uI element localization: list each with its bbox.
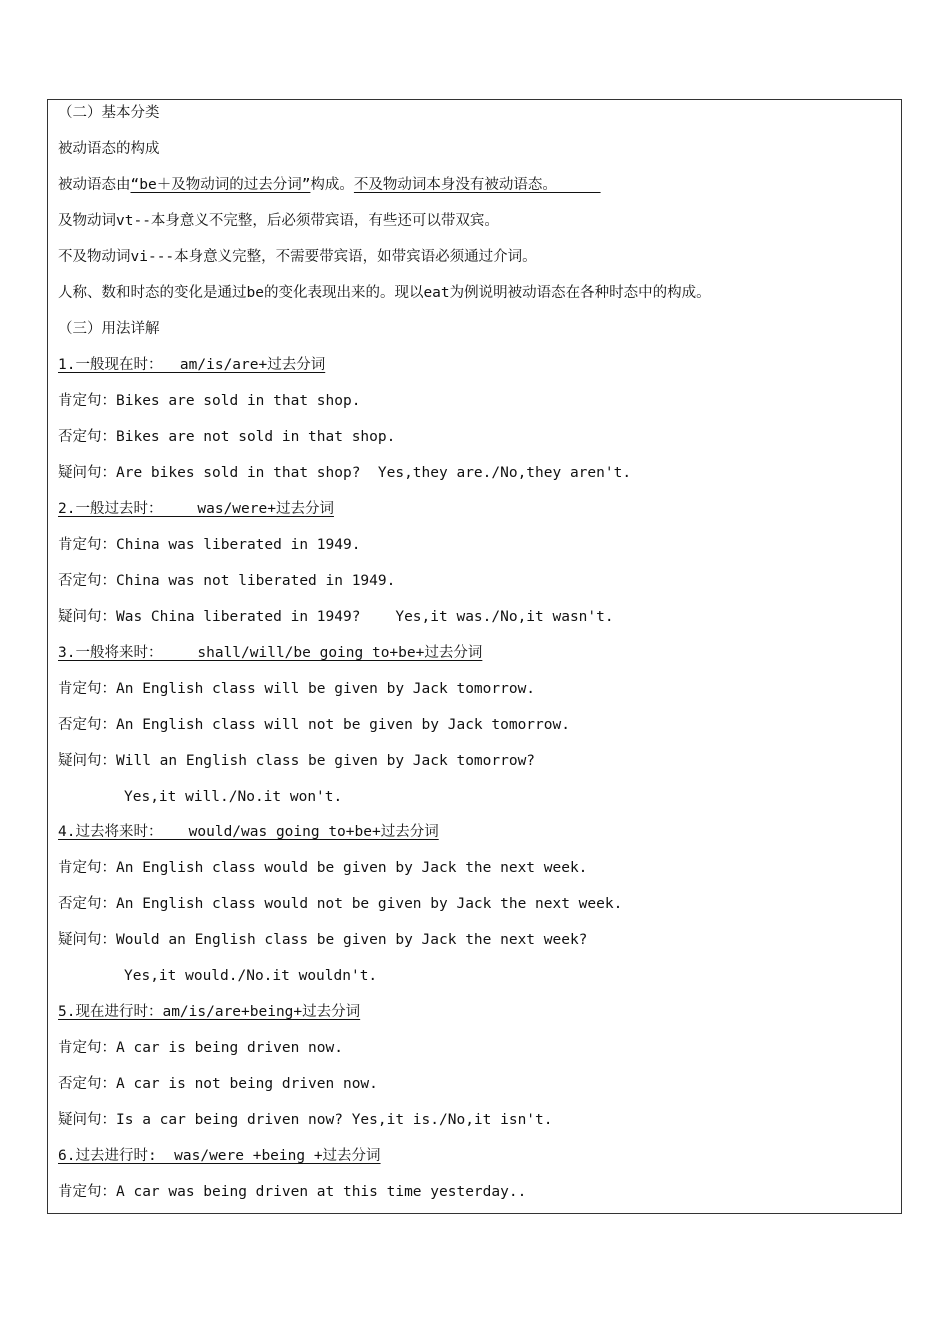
section-heading-basic-classification: （二）基本分类 [58,105,160,121]
subheading-passive-formation: 被动语态的构成 [58,141,160,157]
example-affirmative: 肯定句：A car is being driven now. [58,1040,343,1056]
example-affirmative: 肯定句：An English class would be given by Jack the next week. [58,860,588,876]
example-affirmative: 肯定句：A car was being driven at this time yesterday.. [58,1184,527,1200]
rule-part-4: 不及物动词本身没有被动语态。 [353,177,601,193]
example-question: 疑问句：Will an English class be given by Jack tomorrow? [58,753,536,769]
example-affirmative: 肯定句：China was liberated in 1949. [58,537,361,553]
example-question: 疑问句：Are bikes sold in that shop? Yes,they are./No,they aren't. [58,465,632,481]
example-negative: 否定句：An English class would not be given by Jack the next week. [58,896,623,912]
tense-heading-simple-present: 1.一般现在时： am/is/are+过去分词 [58,357,326,373]
passive-formation-rule [58,175,601,195]
example-answer: Yes,it will./No.it won't. [124,789,343,805]
content-box [47,99,902,1214]
tense-heading-simple-past: 2.一般过去时： was/were+过去分词 [58,501,334,517]
transitive-verb-note: 及物动词vt--本身意义不完整，后必须带宾语，有些还可以带双宾。 [58,213,499,229]
example-negative: 否定句：A car is not being driven now. [58,1076,378,1092]
example-question: 疑问句：Is a car being driven now? Yes,it is./No,it isn't. [58,1112,553,1128]
tense-heading-past-continuous: 6.过去进行时: was/were +being +过去分词 [58,1148,381,1164]
rule-part-3: 构成。 [310,177,354,193]
person-number-tense-note: 人称、数和时态的变化是通过be的变化表现出来的。现以eat为例说明被动语态在各种时态中的构成。 [58,285,711,301]
tense-heading-present-continuous: 5.现在进行时：am/is/are+being+过去分词 [58,1004,361,1020]
tense-heading-future-in-past: 4.过去将来时： would/was going to+be+过去分词 [58,824,439,840]
section-heading-usage: （三）用法详解 [58,321,160,337]
example-affirmative: 肯定句：Bikes are sold in that shop. [58,393,361,409]
example-affirmative: 肯定句：An English class will be given by Jack tomorrow. [58,681,536,697]
example-negative: 否定句：Bikes are not sold in that shop. [58,429,396,445]
rule-part-1: 被动语态由 [58,177,131,193]
rule-part-2: “be＋及物动词的过去分词” [130,177,311,193]
example-answer: Yes,it would./No.it wouldn't. [124,968,378,984]
example-question: 疑问句：Was China liberated in 1949? Yes,it was./No,it wasn't. [58,609,614,625]
example-question: 疑问句：Would an English class be given by Jack the next week? [58,932,588,948]
example-negative: 否定句：China was not liberated in 1949. [58,573,396,589]
tense-heading-simple-future: 3.一般将来时： shall/will/be going to+be+过去分词 [58,645,483,661]
intransitive-verb-note: 不及物动词vi---本身意义完整，不需要带宾语，如带宾语必须通过介词。 [58,249,537,265]
example-negative: 否定句：An English class will not be given by Jack tomorrow. [58,717,570,733]
